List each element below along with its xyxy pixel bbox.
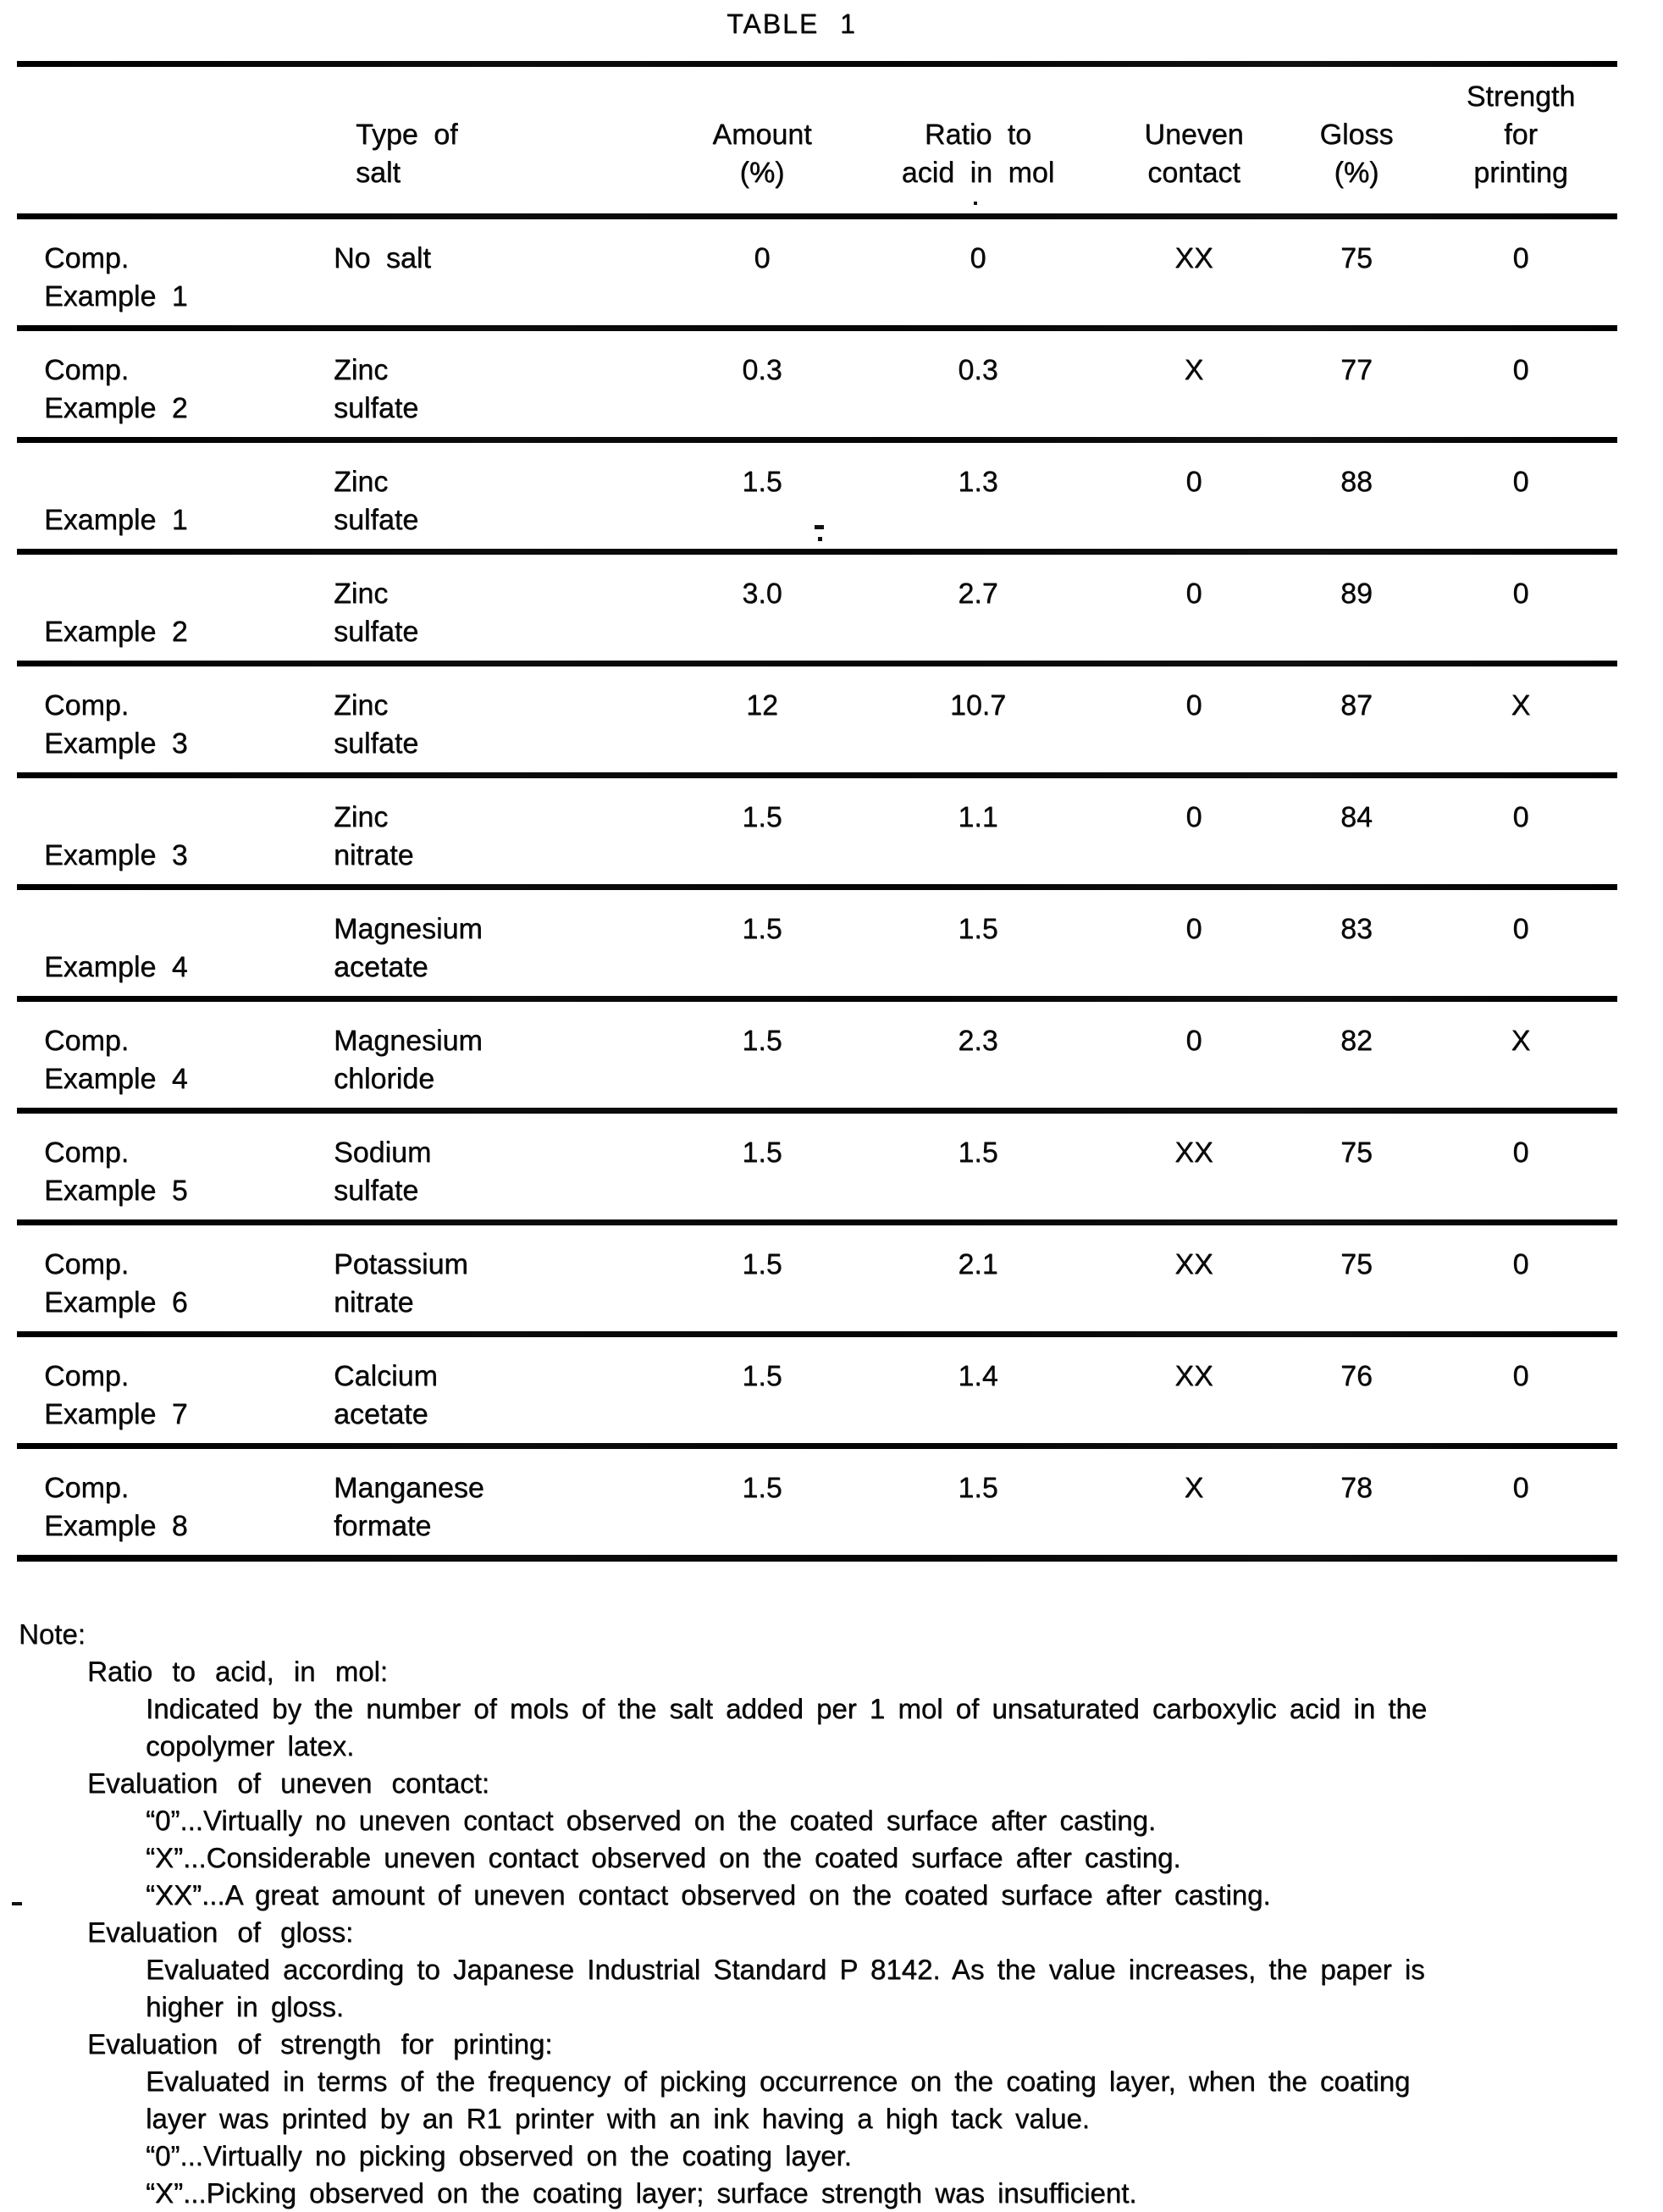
cell-gloss bbox=[1289, 1358, 1424, 1443]
cell-label bbox=[17, 1358, 312, 1443]
uneven-contact-value: XX bbox=[1174, 1360, 1213, 1392]
cell-label bbox=[17, 1134, 312, 1219]
scan-artifact-dot bbox=[12, 1902, 22, 1905]
cell-salt bbox=[312, 910, 667, 996]
cell-gloss bbox=[1289, 1246, 1424, 1331]
gloss-value: 83 bbox=[1340, 913, 1373, 945]
table-row bbox=[17, 331, 1617, 437]
gloss-value: 75 bbox=[1340, 242, 1373, 274]
cell-uneven-contact bbox=[1099, 799, 1289, 884]
table-header-row bbox=[17, 67, 1617, 213]
ratio-value: 1.3 bbox=[958, 466, 998, 498]
cell-gloss bbox=[1289, 1134, 1424, 1219]
cell-ratio bbox=[857, 1469, 1099, 1555]
table-rule bbox=[17, 996, 1617, 1002]
header-text: Type of bbox=[356, 119, 458, 151]
cell-label bbox=[17, 1469, 312, 1555]
data-table bbox=[17, 61, 1617, 1562]
salt-line2: nitrate bbox=[334, 839, 414, 871]
salt-line1: Calcium bbox=[334, 1360, 438, 1392]
strength-value: 0 bbox=[1512, 1136, 1529, 1169]
col-header-uneven-contact bbox=[1099, 78, 1289, 213]
header-text: Uneven bbox=[1144, 119, 1244, 151]
cell-gloss bbox=[1289, 240, 1424, 325]
table-row bbox=[17, 219, 1617, 325]
header-text: Amount bbox=[712, 119, 812, 151]
ratio-value: 10.7 bbox=[949, 689, 1007, 722]
table-rule bbox=[17, 661, 1617, 666]
table-row bbox=[17, 443, 1617, 549]
header-blank-line bbox=[356, 78, 667, 116]
cell-uneven-contact bbox=[1099, 1469, 1289, 1555]
amount-value: 1.5 bbox=[742, 1360, 782, 1392]
table-row bbox=[17, 1002, 1617, 1108]
cell-uneven-contact bbox=[1099, 463, 1289, 549]
cell-salt bbox=[312, 575, 667, 661]
table-row bbox=[17, 1114, 1617, 1219]
cell-gloss bbox=[1289, 463, 1424, 549]
note-body-line: copolymer latex. bbox=[146, 1730, 355, 1761]
header-text: acid in mol bbox=[901, 157, 1055, 189]
note-body-line: “XX”...A great amount of uneven contact observed on the coated surface after casting. bbox=[146, 1879, 1271, 1911]
cell-gloss bbox=[1289, 351, 1424, 437]
row-label-line1: Comp. bbox=[44, 354, 130, 386]
cell-ratio bbox=[857, 240, 1099, 325]
uneven-contact-value: 0 bbox=[1185, 578, 1202, 610]
cell-gloss bbox=[1289, 910, 1424, 996]
cell-gloss bbox=[1289, 1022, 1424, 1108]
header-text: contact bbox=[1147, 157, 1240, 189]
cell-ratio bbox=[857, 1246, 1099, 1331]
strength-value: 0 bbox=[1512, 354, 1529, 386]
gloss-value: 75 bbox=[1340, 1248, 1373, 1280]
table-rule bbox=[17, 1331, 1617, 1337]
row-label-line1: Comp. bbox=[44, 242, 130, 274]
salt-line1: Zinc bbox=[334, 689, 389, 722]
note-body-line: “0”...Virtually no uneven contact observed on the coated surface after casting. bbox=[146, 1805, 1157, 1836]
cell-ratio bbox=[857, 1358, 1099, 1443]
ratio-value: 1.5 bbox=[958, 913, 998, 945]
table-rule bbox=[17, 325, 1617, 331]
row-label-line1: Comp. bbox=[44, 1025, 130, 1057]
col-header-strength-for-printing bbox=[1424, 78, 1617, 213]
strength-value: 0 bbox=[1512, 242, 1529, 274]
cell-uneven-contact bbox=[1099, 575, 1289, 661]
cell-uneven-contact bbox=[1099, 687, 1289, 772]
salt-line2: acetate bbox=[334, 951, 428, 983]
row-label-line2: Example 2 bbox=[44, 616, 188, 648]
ratio-value: 1.1 bbox=[958, 801, 998, 833]
row-label-line1 bbox=[44, 910, 312, 948]
row-label-line1: Comp. bbox=[44, 1472, 130, 1504]
cell-salt bbox=[312, 240, 667, 325]
ratio-value: 1.4 bbox=[958, 1360, 998, 1392]
cell-label bbox=[17, 351, 312, 437]
header-text: (%) bbox=[1334, 157, 1379, 189]
gloss-value: 89 bbox=[1340, 578, 1373, 610]
cell-salt bbox=[312, 1358, 667, 1443]
amount-value: 1.5 bbox=[742, 1025, 782, 1057]
table-row bbox=[17, 1449, 1617, 1555]
cell-amount bbox=[667, 910, 857, 996]
cell-uneven-contact bbox=[1099, 1246, 1289, 1331]
salt-line1: Zinc bbox=[334, 801, 389, 833]
uneven-contact-value: X bbox=[1184, 1472, 1204, 1504]
cell-amount bbox=[667, 575, 857, 661]
cell-label bbox=[17, 1022, 312, 1108]
salt-line1: Manganese bbox=[334, 1472, 484, 1504]
note-heading-ratio-to-acid: Ratio to acid, in mol: bbox=[87, 1656, 388, 1687]
amount-value: 1.5 bbox=[742, 1472, 782, 1504]
gloss-value: 88 bbox=[1340, 466, 1373, 498]
salt-line2: sulfate bbox=[334, 504, 419, 536]
row-label-line1 bbox=[44, 463, 312, 501]
cell-ratio bbox=[857, 1134, 1099, 1219]
gloss-value: 78 bbox=[1340, 1472, 1373, 1504]
note-section bbox=[19, 1616, 1653, 2212]
gloss-value: 82 bbox=[1340, 1025, 1373, 1057]
uneven-contact-value: 0 bbox=[1185, 689, 1202, 722]
table-title: TABLE 1 bbox=[727, 8, 857, 39]
amount-value: 1.5 bbox=[742, 913, 782, 945]
salt-line1: Magnesium bbox=[334, 1025, 483, 1057]
scan-artifact-dot bbox=[818, 537, 822, 541]
cell-ratio bbox=[857, 351, 1099, 437]
ratio-value: 0.3 bbox=[958, 354, 998, 386]
cell-strength bbox=[1424, 1246, 1617, 1331]
cell-ratio bbox=[857, 799, 1099, 884]
gloss-value: 77 bbox=[1340, 354, 1373, 386]
salt-line2: formate bbox=[334, 1510, 432, 1542]
salt-line2: sulfate bbox=[334, 392, 419, 424]
note-body-line: “X”...Considerable uneven contact observed on the coated surface after casting. bbox=[146, 1842, 1181, 1873]
header-text: printing bbox=[1473, 157, 1568, 189]
col-header-gloss bbox=[1289, 78, 1424, 213]
scan-artifact-dot bbox=[815, 525, 824, 529]
table-rule-top bbox=[17, 61, 1617, 67]
table-row bbox=[17, 890, 1617, 996]
header-spacer-cell bbox=[17, 78, 312, 213]
cell-strength bbox=[1424, 1469, 1617, 1555]
cell-amount bbox=[667, 1469, 857, 1555]
cell-salt bbox=[312, 1246, 667, 1331]
amount-value: 1.5 bbox=[742, 1248, 782, 1280]
ratio-value: 1.5 bbox=[958, 1472, 998, 1504]
header-text: Gloss bbox=[1319, 119, 1394, 151]
cell-ratio bbox=[857, 463, 1099, 549]
amount-value: 0.3 bbox=[742, 354, 782, 386]
table-rule-bottom bbox=[17, 1555, 1617, 1562]
row-label-line2: Example 1 bbox=[44, 280, 188, 312]
col-header-type-of-salt bbox=[312, 78, 667, 213]
cell-amount bbox=[667, 1022, 857, 1108]
cell-gloss bbox=[1289, 799, 1424, 884]
note-body-line: Evaluated in terms of the frequency of picking occurrence on the coating layer, when the coating bbox=[146, 2065, 1411, 2097]
note-body-line: “0”...Virtually no picking observed on the coating layer. bbox=[146, 2140, 852, 2171]
note-label: Note: bbox=[19, 1618, 86, 1650]
uneven-contact-value: XX bbox=[1174, 242, 1213, 274]
cell-label bbox=[17, 1246, 312, 1331]
cell-label bbox=[17, 575, 312, 661]
salt-line1: No salt bbox=[334, 242, 431, 274]
row-label-line2: Example 2 bbox=[44, 392, 188, 424]
cell-strength bbox=[1424, 687, 1617, 772]
table-rule bbox=[17, 1108, 1617, 1114]
table-row bbox=[17, 555, 1617, 661]
strength-value: 0 bbox=[1512, 578, 1529, 610]
cell-amount bbox=[667, 240, 857, 325]
cell-uneven-contact bbox=[1099, 1022, 1289, 1108]
amount-value: 1.5 bbox=[742, 1136, 782, 1169]
gloss-value: 87 bbox=[1340, 689, 1373, 722]
salt-line2 bbox=[334, 278, 667, 316]
cell-salt bbox=[312, 687, 667, 772]
note-body-line: Evaluated according to Japanese Industrial Standard P 8142. As the value increases, the paper is bbox=[146, 1954, 1425, 1985]
cell-strength bbox=[1424, 575, 1617, 661]
header-blank-line bbox=[667, 78, 857, 116]
cell-ratio bbox=[857, 1022, 1099, 1108]
note-heading-gloss: Evaluation of gloss: bbox=[87, 1916, 354, 1948]
cell-uneven-contact bbox=[1099, 1134, 1289, 1219]
uneven-contact-value: 0 bbox=[1185, 1025, 1202, 1057]
row-label-line2: Example 6 bbox=[44, 1286, 188, 1319]
ratio-value: 0 bbox=[970, 242, 986, 274]
cell-amount bbox=[667, 1246, 857, 1331]
ratio-value: 2.1 bbox=[958, 1248, 998, 1280]
salt-line2: sulfate bbox=[334, 1175, 419, 1207]
uneven-contact-value: X bbox=[1184, 354, 1204, 386]
cell-strength bbox=[1424, 910, 1617, 996]
uneven-contact-value: 0 bbox=[1185, 801, 1202, 833]
header-blank-line bbox=[857, 78, 1099, 116]
cell-label bbox=[17, 910, 312, 996]
uneven-contact-value: XX bbox=[1174, 1248, 1213, 1280]
table-rule bbox=[17, 1219, 1617, 1225]
note-body-line: “X”...Picking observed on the coating layer; surface strength was insufficient. bbox=[146, 2177, 1137, 2209]
cell-gloss bbox=[1289, 1469, 1424, 1555]
strength-value: X bbox=[1511, 689, 1531, 722]
ratio-value: 1.5 bbox=[958, 1136, 998, 1169]
header-blank-line bbox=[1289, 78, 1424, 116]
col-header-ratio-to-acid bbox=[857, 78, 1099, 213]
note-body-line: higher in gloss. bbox=[146, 1991, 344, 2022]
scan-artifact-dot bbox=[974, 202, 977, 205]
row-label-line2: Example 8 bbox=[44, 1510, 188, 1542]
row-label-line2: Example 7 bbox=[44, 1398, 188, 1430]
row-label-line1: Comp. bbox=[44, 1248, 130, 1280]
cell-gloss bbox=[1289, 687, 1424, 772]
strength-value: 0 bbox=[1512, 1360, 1529, 1392]
cell-label bbox=[17, 463, 312, 549]
table-rule bbox=[17, 884, 1617, 890]
row-label-line1 bbox=[44, 799, 312, 837]
cell-uneven-contact bbox=[1099, 240, 1289, 325]
note-heading-strength-for-printing: Evaluation of strength for printing: bbox=[87, 2028, 553, 2060]
row-label-line1: Comp. bbox=[44, 689, 130, 722]
header-text: Strength bbox=[1466, 80, 1576, 113]
gloss-value: 84 bbox=[1340, 801, 1373, 833]
cell-salt bbox=[312, 1022, 667, 1108]
cell-label bbox=[17, 687, 312, 772]
cell-amount bbox=[667, 799, 857, 884]
amount-value: 12 bbox=[746, 689, 778, 722]
cell-uneven-contact bbox=[1099, 1358, 1289, 1443]
cell-salt bbox=[312, 1134, 667, 1219]
salt-line1: Zinc bbox=[334, 578, 389, 610]
salt-line1: Zinc bbox=[334, 354, 389, 386]
uneven-contact-value: 0 bbox=[1185, 466, 1202, 498]
gloss-value: 75 bbox=[1340, 1136, 1373, 1169]
amount-value: 1.5 bbox=[742, 801, 782, 833]
cell-amount bbox=[667, 687, 857, 772]
cell-strength bbox=[1424, 463, 1617, 549]
row-label-line1: Comp. bbox=[44, 1136, 130, 1169]
salt-line1: Magnesium bbox=[334, 913, 483, 945]
note-heading-uneven-contact: Evaluation of uneven contact: bbox=[87, 1767, 489, 1799]
cell-salt bbox=[312, 1469, 667, 1555]
cell-strength bbox=[1424, 1022, 1617, 1108]
table-rule bbox=[17, 213, 1617, 219]
salt-line2: chloride bbox=[334, 1063, 435, 1095]
table-row bbox=[17, 778, 1617, 884]
cell-ratio bbox=[857, 910, 1099, 996]
row-label-line2: Example 3 bbox=[44, 727, 188, 760]
amount-value: 1.5 bbox=[742, 466, 782, 498]
header-blank-line bbox=[1099, 78, 1289, 116]
cell-strength bbox=[1424, 1358, 1617, 1443]
strength-value: X bbox=[1511, 1025, 1531, 1057]
col-header-amount bbox=[667, 78, 857, 213]
salt-line1: Sodium bbox=[334, 1136, 432, 1169]
salt-line1: Potassium bbox=[334, 1248, 468, 1280]
row-label-line1 bbox=[44, 575, 312, 613]
ratio-value: 2.7 bbox=[958, 578, 998, 610]
cell-amount bbox=[667, 463, 857, 549]
cell-strength bbox=[1424, 799, 1617, 884]
row-label-line2: Example 4 bbox=[44, 1063, 188, 1095]
cell-amount bbox=[667, 1134, 857, 1219]
table-rule bbox=[17, 549, 1617, 555]
salt-line2: acetate bbox=[334, 1398, 428, 1430]
cell-uneven-contact bbox=[1099, 351, 1289, 437]
cell-ratio bbox=[857, 687, 1099, 772]
header-text: Ratio to bbox=[924, 119, 1032, 151]
strength-value: 0 bbox=[1512, 1248, 1529, 1280]
row-label-line2: Example 5 bbox=[44, 1175, 188, 1207]
strength-value: 0 bbox=[1512, 913, 1529, 945]
header-text: salt bbox=[356, 157, 401, 189]
cell-label bbox=[17, 240, 312, 325]
cell-gloss bbox=[1289, 575, 1424, 661]
salt-line2: nitrate bbox=[334, 1286, 414, 1319]
cell-strength bbox=[1424, 1134, 1617, 1219]
uneven-contact-value: 0 bbox=[1185, 913, 1202, 945]
row-label-line2: Example 1 bbox=[44, 504, 188, 536]
amount-value: 3.0 bbox=[742, 578, 782, 610]
table-rule bbox=[17, 772, 1617, 778]
uneven-contact-value: XX bbox=[1174, 1136, 1213, 1169]
cell-ratio bbox=[857, 575, 1099, 661]
row-label-line2: Example 3 bbox=[44, 839, 188, 871]
header-text: for bbox=[1504, 119, 1538, 151]
strength-value: 0 bbox=[1512, 1472, 1529, 1504]
ratio-value: 2.3 bbox=[958, 1025, 998, 1057]
table-row bbox=[17, 666, 1617, 772]
strength-value: 0 bbox=[1512, 466, 1529, 498]
header-text: (%) bbox=[739, 157, 785, 189]
cell-salt bbox=[312, 351, 667, 437]
cell-amount bbox=[667, 351, 857, 437]
cell-strength bbox=[1424, 240, 1617, 325]
strength-value: 0 bbox=[1512, 801, 1529, 833]
row-label-line2: Example 4 bbox=[44, 951, 188, 983]
salt-line1: Zinc bbox=[334, 466, 389, 498]
table-row bbox=[17, 1337, 1617, 1443]
table-rule bbox=[17, 1443, 1617, 1449]
cell-strength bbox=[1424, 351, 1617, 437]
gloss-value: 76 bbox=[1340, 1360, 1373, 1392]
cell-salt bbox=[312, 799, 667, 884]
salt-line2: sulfate bbox=[334, 727, 419, 760]
cell-uneven-contact bbox=[1099, 910, 1289, 996]
row-label-line1: Comp. bbox=[44, 1360, 130, 1392]
note-body-line: Indicated by the number of mols of the salt added per 1 mol of unsaturated carboxylic acid in the bbox=[146, 1693, 1428, 1724]
cell-salt bbox=[312, 463, 667, 549]
amount-value: 0 bbox=[754, 242, 771, 274]
cell-label bbox=[17, 799, 312, 884]
salt-line2: sulfate bbox=[334, 616, 419, 648]
note-body-line: layer was printed by an R1 printer with an ink having a high tack value. bbox=[146, 2103, 1090, 2134]
table-rule bbox=[17, 437, 1617, 443]
table-row bbox=[17, 1225, 1617, 1331]
cell-amount bbox=[667, 1358, 857, 1443]
